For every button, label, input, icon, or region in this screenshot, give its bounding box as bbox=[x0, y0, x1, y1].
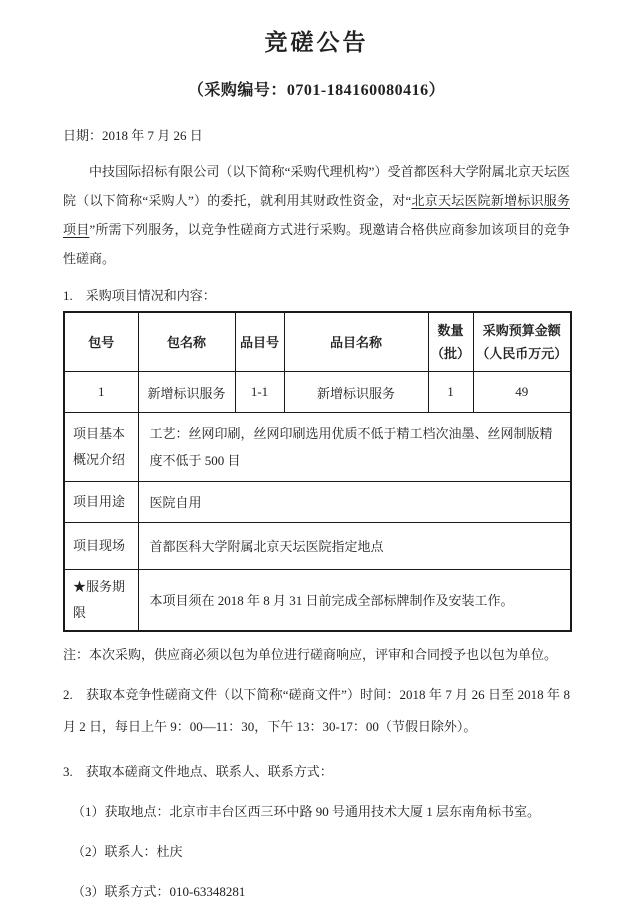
cell-package-name: 新增标识服务 bbox=[138, 372, 235, 413]
row-label: 项目用途 bbox=[64, 482, 138, 523]
section-3-heading: 3. 获取本磋商文件地点、联系人、联系方式： bbox=[63, 764, 333, 779]
col-header-item-name bbox=[284, 312, 428, 372]
col-header-label: 品目号 bbox=[239, 334, 279, 350]
section-2-paragraph: 2. 获取本竞争性磋商文件（以下简称“磋商文件”）时间：2018 年 7 月 26 日至 2018 年 8 月 2 日，每日上午 9：00—11：30，下午 13：30-17：00（节假日除外）。 bbox=[63, 687, 570, 734]
col-header-label-line2: （人民币万元） bbox=[476, 346, 568, 361]
col-header-label: 包号 bbox=[88, 334, 115, 350]
row-value: 工艺：丝网印刷，丝网印刷选用优质不低于精工档次油墨、丝网制版精度不低于 500 目 bbox=[138, 413, 571, 482]
col-header-item-no bbox=[235, 312, 284, 372]
row-label: 项目基本概况介绍 bbox=[64, 413, 138, 482]
table-row-project-site bbox=[64, 523, 571, 570]
col-header-quantity bbox=[428, 312, 473, 372]
col-header-package-no bbox=[64, 312, 138, 372]
col-header-label: 采购预算金额 bbox=[482, 323, 561, 338]
cell-quantity: 1 bbox=[428, 372, 473, 413]
col-header-package-name bbox=[138, 312, 235, 372]
row-value: 首都医科大学附属北京天坛医院指定地点 bbox=[138, 523, 571, 570]
col-header-label-line2: （批） bbox=[430, 346, 470, 361]
cell-package-no: 1 bbox=[64, 372, 138, 413]
row-value: 本项目须在 2018 年 8 月 31 日前完成全部标牌制作及安装工作。 bbox=[138, 570, 571, 632]
section-3-item-contact-person: （2）联系人：杜庆 bbox=[72, 844, 183, 859]
col-header-budget bbox=[473, 312, 571, 372]
date-line: 日期：2018 年 7 月 26 日 bbox=[63, 128, 203, 143]
col-header-label: 品目名称 bbox=[329, 334, 382, 350]
col-header-label: 数量 bbox=[437, 323, 464, 338]
note-paragraph: 注：本次采购，供应商必须以包为单位进行磋商响应，评审和合同授予也以包为单位。 bbox=[63, 647, 558, 662]
table-row-project-overview bbox=[64, 413, 571, 482]
intro-text-before: 中技国际招标有限公司（以下简称“采购代理机构”）受首都医科大学附属北京天坛医院（以下简称“采购人”）的委托，就利用其财政性资金，对“ bbox=[63, 164, 570, 208]
section-3-item-contact-phone: （3）联系方式：010-63348281 bbox=[72, 884, 246, 899]
intro-underlined-project-name: 北京天坛医院新增标识服务项目 bbox=[63, 193, 570, 237]
table-row-project-usage bbox=[64, 482, 571, 523]
col-header-label: 包名称 bbox=[166, 334, 206, 350]
intro-paragraph bbox=[63, 157, 570, 273]
row-value: 医院自用 bbox=[138, 482, 571, 523]
cell-budget: 49 bbox=[473, 372, 571, 413]
cell-item-no: 1-1 bbox=[235, 372, 284, 413]
procurement-items-table bbox=[63, 311, 572, 632]
table-header-row bbox=[64, 312, 571, 372]
section-1-heading: 1. 采购项目情况和内容： bbox=[63, 288, 216, 303]
procurement-number: （采购编号：0701-184160080416） bbox=[187, 82, 446, 99]
section-3-item-location: （1）获取地点：北京市丰台区西三环中路 90 号通用技术大厦 1 层东南角标书室。 bbox=[72, 804, 541, 819]
intro-text-after: ”所需下列服务，以竞争性磋商方式进行采购。现邀请合格供应商参加该项目的竞争性磋商。 bbox=[63, 222, 570, 266]
row-label: ★服务期限 bbox=[64, 570, 138, 632]
page-title: 竞磋公告 bbox=[264, 30, 369, 55]
table-data-row bbox=[64, 372, 571, 413]
row-label: 项目现场 bbox=[64, 523, 138, 570]
cell-item-name: 新增标识服务 bbox=[284, 372, 428, 413]
table-row-service-term bbox=[64, 570, 571, 632]
